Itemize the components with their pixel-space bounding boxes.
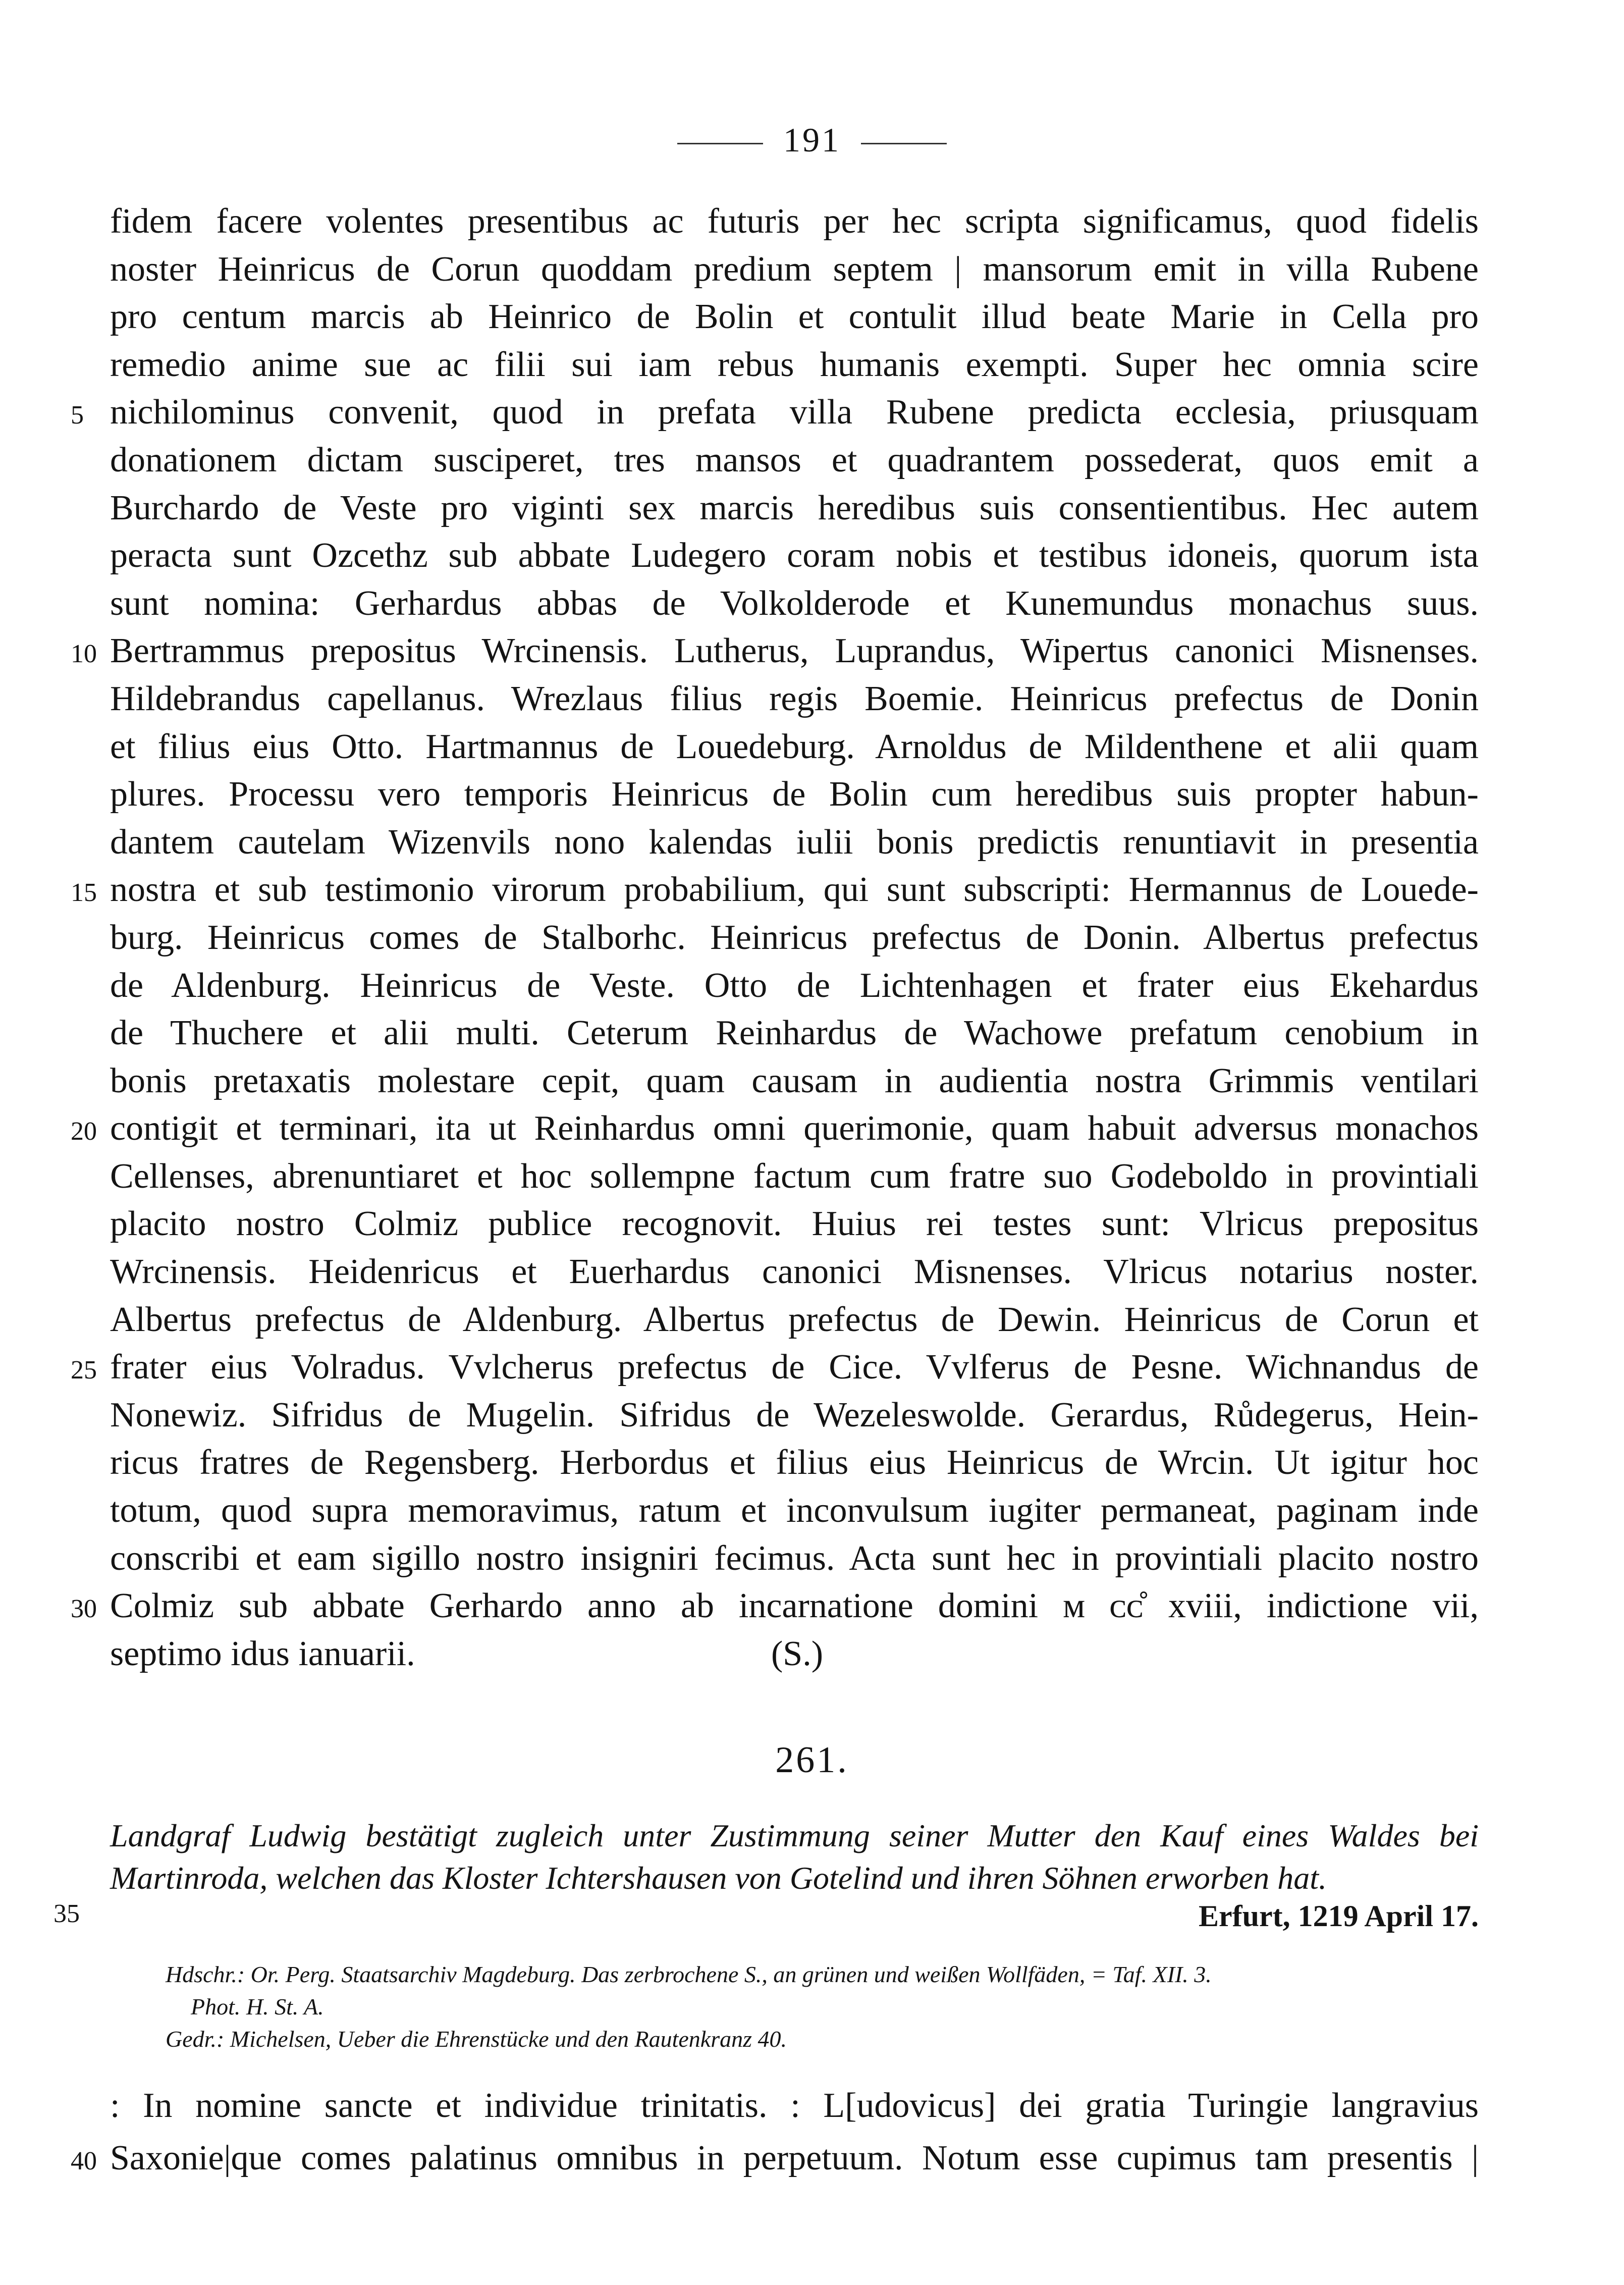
text-line — [110, 198, 1479, 246]
text-line — [110, 1248, 1479, 1296]
line-number: 20 — [71, 1117, 97, 1146]
line-text: : In nomine sancte et individue trinitatis. : L[udovicus] dei gratia Turingie langravius — [110, 2086, 1479, 2125]
text-line — [71, 866, 1479, 914]
summary-line: Landgraf Ludwig bestätigt zugleich unter Zustimmung seiner Mutter den Kauf eines Waldes bei — [110, 1818, 1479, 1853]
text-line — [110, 341, 1479, 389]
text-line — [110, 485, 1479, 533]
line-number: 25 — [71, 1356, 97, 1385]
text-line — [110, 675, 1479, 723]
line-text: bonis pretaxatis molestare cepit, quam causam in audientia nostra Grimmis ventilari — [110, 1061, 1479, 1100]
closing-text: septimo idus ianuarii. — [110, 1634, 415, 1673]
text-line — [110, 962, 1479, 1010]
line-text: donationem dictam susciperet, tres mansos et quadrantem possederat, quos emit a — [110, 440, 1479, 480]
line-text: peracta sunt Ozcethz sub abbate Ludegero coram nobis et testibus idoneis, quorum ista — [110, 536, 1479, 575]
line-text: Bertrammus prepositus Wrcinensis. Lutherus, Luprandus, Wipertus canonici Misnenses. — [110, 631, 1479, 671]
text-line — [110, 293, 1479, 341]
text-line — [110, 1296, 1479, 1344]
line-text: remedio anime sue ac filii sui iam rebus humanis exempti. Super hec omnia scire — [110, 345, 1479, 384]
text-line — [110, 1392, 1479, 1440]
line-text: plures. Processu vero temporis Heinricus de Bolin cum heredibus suis propter habun- — [110, 775, 1479, 814]
line-text: de Thuchere et alii multi. Ceterum Reinhardus de Wachowe prefatum cenobium in — [110, 1014, 1479, 1053]
document-number: 261. — [775, 1739, 849, 1781]
print-note: Gedr.: Michelsen, Ueber die Ehrenstücke und den Rautenkranz 40. — [166, 2026, 787, 2052]
text-line — [110, 580, 1479, 628]
line-text: conscribi et eam sigillo nostro insigniri fecimus. Acta sunt hec in provintiali placito nostro — [110, 1538, 1479, 1578]
text-line — [110, 1200, 1479, 1248]
line-text: Hildebrandus capellanus. Wrezlaus filius regis Boemie. Heinricus prefectus de Donin — [110, 679, 1479, 718]
line-number: 40 — [71, 2147, 97, 2175]
line-text: pro centum marcis ab Heinrico de Bolin et contulit illud beate Marie in Cella pro — [110, 297, 1479, 337]
text-line — [110, 819, 1479, 867]
editorial-notes — [166, 1958, 1478, 2055]
text-line — [110, 771, 1479, 819]
line-text: totum, quod supra memoravimus, ratum et inconvulsum iugiter permaneat, paginam inde — [110, 1491, 1479, 1530]
place-date: Erfurt, 1219 April 17. — [1199, 1899, 1479, 1933]
text-line — [110, 914, 1479, 962]
line-text: Colmiz sub abbate Gerhardo anno ab incarnatione domini ᴍ ᴄᴄ̊ xviii, indictione vii, — [110, 1586, 1479, 1626]
line-text: de Aldenburg. Heinricus de Veste. Otto de Lichtenhagen et frater eius Ekehardus — [110, 966, 1479, 1005]
line-text: Cellenses, abrenuntiaret et hoc sollempne factum cum fratre suo Godeboldo in provintiali — [110, 1156, 1479, 1196]
main-text-block — [71, 198, 1479, 1678]
text-line — [110, 1535, 1479, 1583]
line-text: noster Heinricus de Corun quoddam predium septem | mansorum emit in villa Rubene — [110, 249, 1479, 289]
summary-line: Martinroda, welchen das Kloster Ichtershausen von Gotelind und ihren Söhnen erworben hat. — [110, 1860, 1327, 1896]
line-text: Albertus prefectus de Aldenburg. Albertus prefectus de Dewin. Heinricus de Corun et — [110, 1300, 1479, 1339]
text-line — [110, 1009, 1479, 1057]
line-number: 35 — [53, 1899, 80, 1928]
text-line — [110, 532, 1479, 580]
text-line — [110, 1153, 1479, 1201]
line-number: 30 — [71, 1595, 97, 1624]
text-line — [110, 1439, 1479, 1487]
text-line — [110, 1487, 1479, 1535]
line-number: 10 — [71, 640, 97, 669]
text-line — [71, 1582, 1479, 1630]
line-text: burg. Heinricus comes de Stalborhc. Heinricus prefectus de Donin. Albertus prefectus — [110, 918, 1479, 957]
text-line — [110, 246, 1479, 294]
line-text: sunt nomina: Gerhardus abbas de Volkolderode et Kunemundus monachus suus. — [110, 583, 1479, 623]
line-text: Wrcinensis. Heidenricus et Euerhardus canonici Misnenses. Vlricus notarius noster. — [110, 1252, 1479, 1292]
line-text: contigit et terminari, ita ut Reinhardus omni querimonie, quam habuit adversus monachos — [110, 1109, 1479, 1148]
text-line — [71, 389, 1479, 437]
text-line — [110, 437, 1479, 485]
text-line — [71, 627, 1479, 675]
text-line — [71, 1344, 1479, 1392]
text-line — [110, 2080, 1479, 2132]
text-line — [71, 2132, 1479, 2185]
line-text: placito nostro Colmiz publice recognovit. Huius rei testes sunt: Vlricus prepositus — [110, 1204, 1479, 1244]
page-number: 191 — [783, 121, 841, 159]
line-text: fidem facere volentes presentibus ac futuris per hec scripta significamus, quod fidelis — [110, 202, 1479, 241]
line-text: Saxonie|que comes palatinus omnibus in perpetuum. Notum esse cupimus tam presentis | — [110, 2139, 1479, 2177]
header-rule-left — [677, 143, 763, 144]
text-line — [110, 1057, 1479, 1105]
line-text: frater eius Volradus. Vvlcherus prefectus de Cice. Vvlferus de Pesne. Wichnandus de — [110, 1348, 1479, 1387]
document-summary — [110, 1815, 1479, 1899]
photo-note: Phot. H. St. A. — [191, 1994, 324, 2020]
manuscript-note: Hdschr.: Or. Perg. Staatsarchiv Magdeburg. Das zerbrochene S., an grünen und weißen Wollfäden, = Taf. XII. 3. — [166, 1961, 1212, 1987]
seal-mark: (S.) — [771, 1634, 824, 1673]
page-header — [0, 120, 1624, 160]
document-text-start — [71, 2080, 1479, 2185]
line-number: 5 — [71, 401, 84, 430]
closing-line — [110, 1630, 1479, 1678]
line-text: Burchardo de Veste pro viginti sex marcis heredibus suis consentientibus. Hec autem — [110, 488, 1479, 527]
text-line — [71, 1105, 1479, 1153]
line-text: nostra et sub testimonio virorum probabilium, qui sunt subscripti: Hermannus de Louede- — [110, 870, 1479, 910]
line-text: dantem cautelam Wizenvils nono kalendas iulii bonis predictis renuntiavit in presentia — [110, 822, 1479, 862]
line-number: 15 — [71, 878, 97, 908]
header-rule-right — [861, 143, 947, 144]
line-text: et filius eius Otto. Hartmannus de Louedeburg. Arnoldus de Mildenthene et alii quam — [110, 727, 1479, 766]
text-line — [110, 723, 1479, 771]
line-text: nichilominus convenit, quod in prefata villa Rubene predicta ecclesia, priusquam — [110, 393, 1479, 432]
line-text: Nonewiz. Sifridus de Mugelin. Sifridus de Wezeleswolde. Gerardus, Růdegerus, Hein- — [110, 1395, 1479, 1434]
line-text: ricus fratres de Regensberg. Herbordus et filius eius Heinricus de Wrcin. Ut igitur hoc — [110, 1443, 1479, 1482]
